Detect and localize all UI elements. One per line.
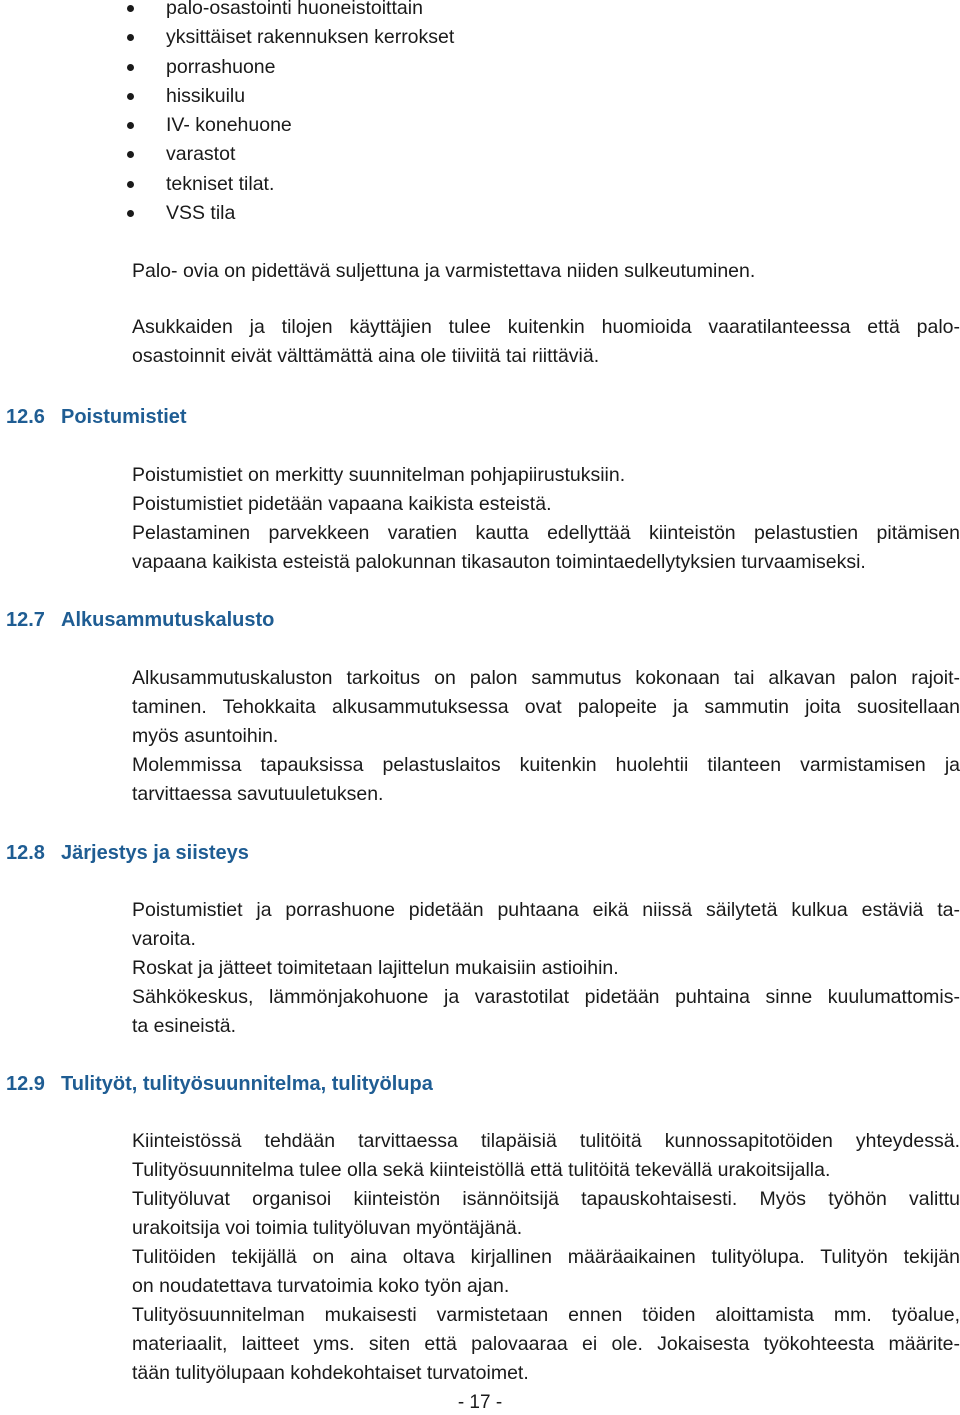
- section-title: Poistumistiet: [61, 406, 187, 428]
- paragraph-line: varoita.: [132, 928, 196, 950]
- paragraph-line: Sähkökeskus, lämmönjakohuone ja varastotilat pidetään puhtaina sinne kuulumattomis-: [132, 986, 960, 1008]
- paragraph-residents-note: [132, 313, 960, 371]
- paragraph-line: Roskat ja jätteet toimitetaan lajittelun mukaisiin astioihin.: [132, 957, 619, 979]
- bullet-text: yksittäiset rakennuksen kerrokset: [166, 26, 455, 49]
- section-number: 12.7: [6, 609, 45, 631]
- bullet-text: VSS tila: [166, 202, 236, 225]
- section-heading-12-6: [6, 404, 187, 430]
- paragraph-line: vapaana kaikista esteistä palokunnan tikasauton toimintaedellytyksien turvaamiseksi.: [132, 551, 866, 573]
- bullet-dot-icon: [127, 181, 134, 188]
- paragraph-line: Alkusammutuskaluston tarkoitus on palon sammutus kokonaan tai alkavan palon rajoit-: [132, 667, 960, 689]
- paragraph-line: myös asuntoihin.: [132, 725, 279, 747]
- paragraph-line: Poistumistiet on merkitty suunnitelman pohjapiirustuksiin.: [132, 464, 626, 486]
- section-heading-12-7: [6, 607, 274, 633]
- paragraph-line: Kiinteistössä tehdään tarvittaessa tilapäisiä tulitöitä kunnossapitotöiden yhteydessä.: [132, 1130, 960, 1152]
- section-body-12-7: [132, 664, 960, 809]
- section-title: Alkusammutuskalusto: [61, 609, 275, 631]
- section-body-12-6: [132, 461, 960, 577]
- paragraph-line: tarvittaessa savutuuletuksen.: [132, 783, 384, 805]
- section-body-12-8: [132, 896, 960, 1041]
- paragraph-line: Tulityöluvat organisoi kiinteistön isännöitsijä tapauskohtaisesti. Myös työhön valittu: [132, 1188, 960, 1210]
- paragraph-line: Tulityösuunnitelman mukaisesti varmistetaan ennen töiden aloittamista mm. työalue,: [132, 1304, 960, 1326]
- paragraph-line: Molemmissa tapauksissa pelastuslaitos kuitenkin huolehtii tilanteen varmistamisen ja: [132, 754, 960, 776]
- bullet-dot-icon: [127, 5, 134, 12]
- bullet-dot-icon: [127, 151, 134, 158]
- paragraph-line: Poistumistiet ja porrashuone pidetään puhtaana eikä niissä säilytetä kulkua estäviä ta-: [132, 899, 960, 921]
- paragraph-fire-doors: [132, 257, 960, 286]
- paragraph-line: Poistumistiet pidetään vapaana kaikista esteistä.: [132, 493, 552, 515]
- section-heading-12-9: [6, 1071, 433, 1097]
- bullet-dot-icon: [127, 93, 134, 100]
- bullet-text: palo-osastointi huoneistoittain: [166, 0, 423, 19]
- section-title: Tulityöt, tulityösuunnitelma, tulityölupa: [61, 1073, 433, 1095]
- paragraph-line: tään tulityölupaan kohdekohtaiset turvatoimet.: [132, 1362, 529, 1384]
- paragraph-line: on noudatettava turvatoimia koko työn ajan.: [132, 1275, 510, 1297]
- paragraph-line: materiaalit, laitteet yms. siten että palovaaraa ei ole. Jokaisesta työkohteesta määrite-: [132, 1333, 960, 1355]
- section-number: 12.8: [6, 842, 45, 864]
- bullet-dot-icon: [127, 210, 134, 217]
- bullet-text: IV- konehuone: [166, 114, 292, 137]
- paragraph-line: urakoitsija voi toimia tulityöluvan myöntäjänä.: [132, 1217, 523, 1239]
- bullet-text: tekniset tilat.: [166, 172, 275, 195]
- bullet-dot-icon: [127, 122, 134, 129]
- paragraph-line: osastoinnit eivät välttämättä aina ole tiiviitä tai riittäviä.: [132, 345, 600, 367]
- bullet-text: hissikuilu: [166, 84, 246, 107]
- bullet-text: varastot: [166, 143, 236, 166]
- page-number: - 17 -: [457, 1392, 503, 1413]
- paragraph-line: ta esineistä.: [132, 1015, 237, 1037]
- paragraph-line: Palo- ovia on pidettävä suljettuna ja varmistettava niiden sulkeutuminen.: [132, 260, 756, 282]
- paragraph-line: Pelastaminen parvekkeen varatien kautta edellyttää kiinteistön pelastustien pitämisen: [132, 522, 960, 544]
- paragraph-line: Asukkaiden ja tilojen käyttäjien tulee kuitenkin huomioida vaaratilanteessa että palo-: [132, 316, 960, 338]
- section-number: 12.6: [6, 406, 45, 428]
- section-number: 12.9: [6, 1073, 45, 1095]
- paragraph-line: Tulitöiden tekijällä on aina oltava kirjallinen määräaikainen tulityölupa. Tulityön tekijän: [132, 1246, 960, 1268]
- paragraph-line: Tulityösuunnitelma tulee olla sekä kiinteistöllä että tulitöitä tekevällä urakoitsijalla.: [132, 1159, 831, 1181]
- section-heading-12-8: [6, 840, 249, 866]
- bullet-text: porrashuone: [166, 55, 276, 78]
- bullet-dot-icon: [127, 64, 134, 71]
- paragraph-line: taminen. Tehokkaita alkusammutuksessa ovat palopeite ja sammutin joita suositellaan: [132, 696, 960, 718]
- section-body-12-9: [132, 1127, 960, 1388]
- bullet-dot-icon: [127, 34, 134, 41]
- section-title: Järjestys ja siisteys: [61, 842, 249, 864]
